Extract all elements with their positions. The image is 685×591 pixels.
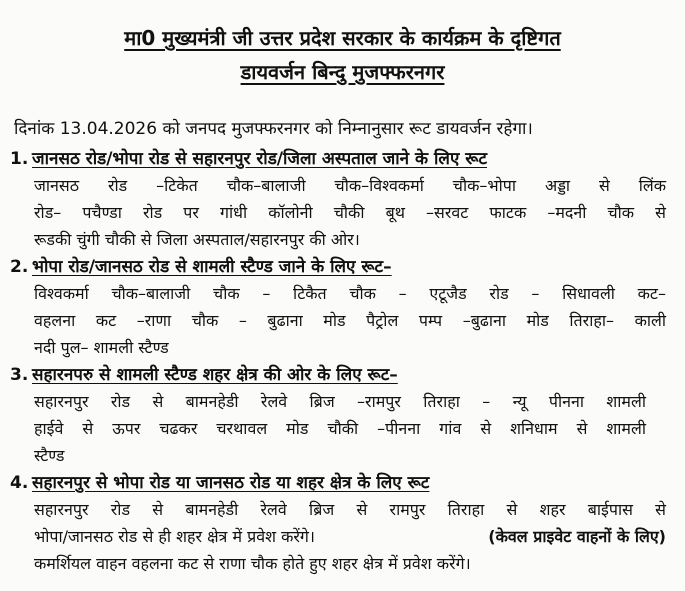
route-4-line: सहारनपुर रोड से बामनहेडी रेलवे ब्रिज से रामपुर तिराहा से शहर बाईपास से bbox=[34, 500, 666, 519]
route-4-heading bbox=[10, 470, 429, 493]
route-3-line: हाईवे से ऊपर चढकर चरथावल मोड चौकी –पीनना गांव से शनिधाम से शामली bbox=[34, 419, 646, 438]
route-3-heading bbox=[10, 362, 398, 385]
route-3-line: सहारनपुर रोड से बामनहेडी रेलवे ब्रिज –रामपुर तिराहा – न्यू पीनना शामली bbox=[34, 392, 646, 411]
route-2-heading bbox=[10, 254, 392, 277]
document-subtitle bbox=[0, 58, 685, 85]
route-heading-text: भोपा रोड/जानसठ रोड से शामली स्टैण्ड जाने के लिए रूट– bbox=[32, 257, 392, 277]
route-1-line: रोड– पचैण्डा रोड पर गांधी कॉलोनी चौकी बूथ –सरवट फाटक –मदनी चौक से bbox=[34, 203, 666, 222]
route-heading-text: जानसठ रोड/भोपा रोड से सहारनपुर रोड/जिला अस्पताल जाने के लिए रूट bbox=[32, 149, 488, 169]
route-2-line: विश्वकर्मा चौक–बालाजी चौक – टिकैत चौक – एटूजैड रोड – सिधावली कट– bbox=[34, 284, 666, 303]
route-number: 4. bbox=[10, 473, 29, 493]
route-number: 1. bbox=[10, 149, 29, 169]
route-1-line: रूडकी चुंगी चौकी से जिला अस्पताल/सहारनपुर की ओर। bbox=[34, 230, 360, 249]
document-title bbox=[0, 24, 685, 51]
route-2-line: नदी पुल– शामली स्टैण्ड bbox=[34, 338, 169, 357]
title-line-2: डायवर्जन बिन्दु मुजफ्फरनगर bbox=[240, 60, 445, 84]
intro-text: दिनांक 13.04.2026 को जनपद मुजफ्फरनगर को निम्नानुसार रूट डायवर्जन रहेगा। bbox=[14, 119, 533, 139]
route-3-line: स्टैण्ड bbox=[34, 446, 65, 465]
route-number: 2. bbox=[10, 257, 29, 277]
route-4-line-text: भोपा/जानसठ रोड से ही शहर क्षेत्र में प्रवेश करेंगे। bbox=[34, 527, 315, 546]
title-line-1: मा0 मुख्यमंत्री जी उत्तर प्रदेश सरकार के कार्यक्रम के दृष्टिगत bbox=[124, 26, 561, 50]
route-1-heading bbox=[10, 146, 487, 169]
route-4-line: कमर्शियल वाहन वहलना कट से राणा चौक होते हुए शहर क्षेत्र में प्रवेश करेंगे। bbox=[34, 554, 471, 573]
route-1-line: जानसठ रोड –टिकेत चौक–बालाजी चौक–विश्वकर्मा चौक–भोपा अड्डा से लिंक bbox=[34, 176, 666, 195]
route-2-line: वहलना कट –राणा चौक – बुढाना मोड पैट्रोल पम्प –बुढाना मोड तिराहा– काली bbox=[34, 311, 666, 330]
route-number: 3. bbox=[10, 365, 29, 385]
route-heading-text: सहारनपरु से शामली स्टैण्ड शहर क्षेत्र की ओर के लिए रूट– bbox=[32, 365, 398, 385]
private-vehicles-note: (केवल प्राइवेट वाहनों के लिए) bbox=[488, 527, 666, 546]
route-4-line bbox=[34, 525, 666, 547]
route-heading-text: सहारनपुर से भोपा रोड या जानसठ रोड या शहर क्षेत्र के लिए रूट bbox=[32, 473, 430, 493]
